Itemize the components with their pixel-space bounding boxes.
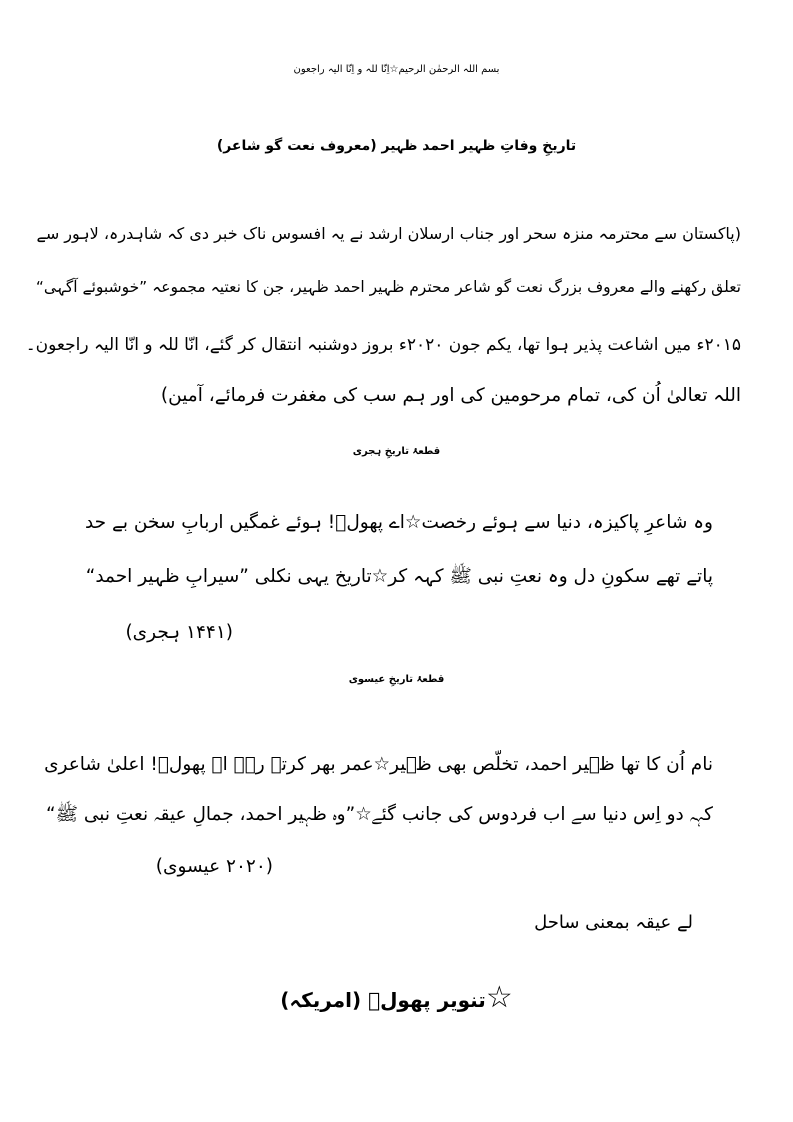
hijri-verse-2: پاتے تھے سکونِ دل وہ نعتِ نبی ﷺ کہہ کر☆تاریخ یہی نکلی ”سیرابِ ظہیر احمد“ [85,566,713,587]
footnote: لے عیقہ بمعنی ساحل [534,912,693,933]
intro-line-1: (پاکستان سے محترمہ منزہ سحر اور جناب ارسلان ارشد نے یہ افسوس ناک خبر دی کہ شاہدرہ، لاہور سے [36,224,741,243]
star-icon: ☆ [485,980,513,1015]
author-name: تنویر پھولؔ (امریکہ) [280,988,486,1012]
gregorian-verse-1: نام اُن کا تھا ظہیر احمد، تخلّص بھی ظہیر☆عمر بھر کرتے رہے اے پھولؔ! اعلیٰ شاعری [44,754,713,775]
gregorian-year: (۲۰۲۰ عیسوی) [155,856,273,877]
page-title: تاریخِ وفاتِ ظہیر احمد ظہیر (معروف نعت گو شاعر) [216,138,577,154]
intro-line-2: تعلق رکھنے والے معروف بزرگ نعت گو شاعر محترم ظہیر احمد ظہیر، جن کا نعتیہ مجموعہ ”خوشبوئے آگہی“ [35,278,741,296]
intro-line-3: ۲۰۱۵ء میں اشاعت پذیر ہوا تھا، یکم جون ۲۰۲۰ء بروز دوشنبہ انتقال کر گئے، انّا للہ و انّا الیہ راجعون۔ [25,335,741,355]
hijri-year: (۱۴۴۱ ہجری) [125,622,233,643]
hijri-section-title: قطعۂ تاریخِ ہجری [352,446,441,457]
hijri-verse-1: وہ شاعرِ پاکیزہ، دنیا سے ہوئے رخصت☆اے پھولؔ! ہوئے غمگیں اربابِ سخن بے حد [84,512,713,533]
bismillah-line: بسم اللہ الرحمٰن الرحیم☆اِنّا للہ و اِنّا الیہ راجعون [293,64,500,75]
intro-line-4: اللہ تعالیٰ اُن کی، تمام مرحومین کی اور ہم سب کی مغفرت فرمائے، آمین) [160,385,741,406]
author-signature [0,980,793,1015]
gregorian-section-title: قطعۂ تاریخِ عیسوی [348,674,445,685]
gregorian-verse-2: کہہ دو اِس دنیا سے اب فردوس کی جانب گئے☆”وہ ظہیر احمد، جمالِ عیقہ نعتِ نبی ﷺ“ [46,804,713,825]
